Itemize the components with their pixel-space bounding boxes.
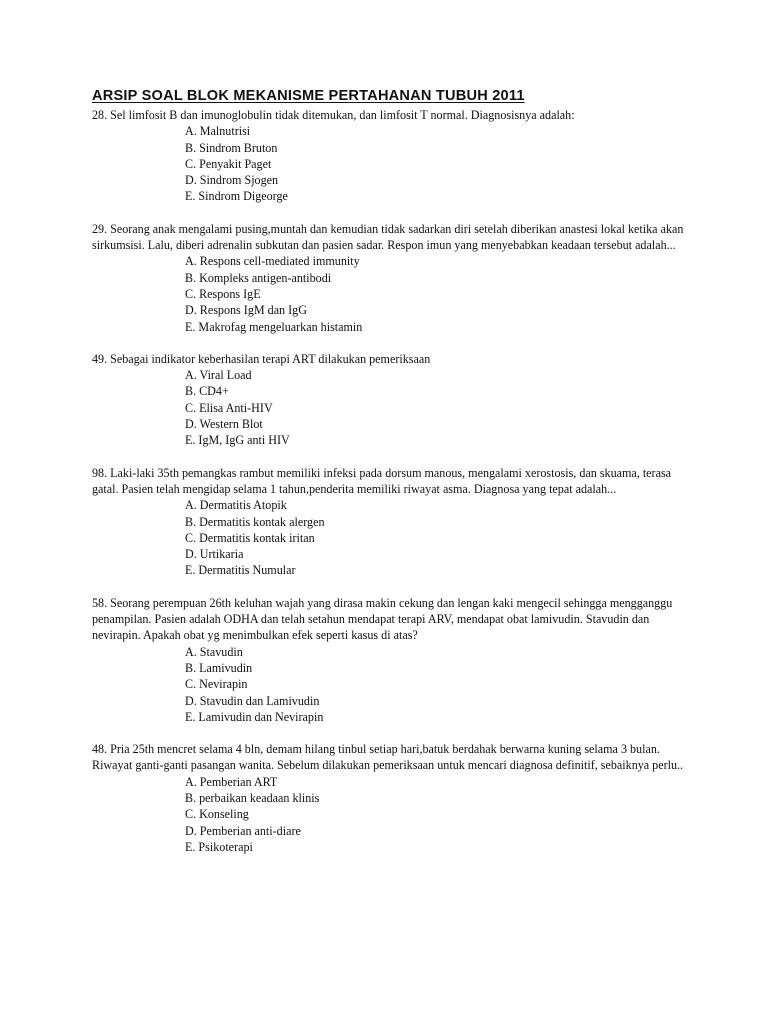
option-d: D. Respons IgM dan IgG xyxy=(185,303,307,318)
option-e: E. Makrofag mengeluarkan histamin xyxy=(185,319,363,334)
option-c: C. Konseling xyxy=(185,807,249,822)
question-text: 28. Sel limfosit B dan imunoglobulin tidak ditemukan, dan limfosit T normal. Diagnosisnya adalah: xyxy=(92,108,575,122)
spacer xyxy=(92,579,692,595)
option-b: B. CD4+ xyxy=(185,384,229,399)
option-e: E. IgM, IgG anti HIV xyxy=(185,433,290,448)
spacer xyxy=(92,725,692,741)
document-page xyxy=(92,86,692,855)
question-text: 29. Seorang anak mengalami pusing,muntah dan kemudian tidak sadarkan diri setelah diberikan anastesi lokal ketika akan sirkumsisi. Lalu, diberi adrenalin subkutan dan pasien sadar. Respon imun yang menyebabkan keadaan tersebut adalah... xyxy=(92,221,684,253)
option-e: E. Dermatitis Numular xyxy=(185,563,296,578)
question-98 xyxy=(92,465,692,579)
question-28 xyxy=(92,107,692,205)
option-d: D. Pemberian anti-diare xyxy=(185,823,301,838)
question-58 xyxy=(92,595,692,725)
answer-options xyxy=(92,644,692,725)
option-c: C. Dermatitis kontak iritan xyxy=(185,530,315,545)
answer-options xyxy=(92,253,692,334)
question-text: 48. Pria 25th mencret selama 4 bln, demam hilang tinbul setiap hari,batuk berdahak berwarna kuning selama 3 bulan. Riwayat ganti-ganti pasangan wanita. Sebelum dilakukan pemeriksaan untuk mencari diagnosa definitif, sebaiknya perlu.. xyxy=(92,742,684,773)
option-b: B. Lamivudin xyxy=(185,660,253,675)
option-a: A. Viral Load xyxy=(185,368,252,383)
option-b: B. Sindrom Bruton xyxy=(185,140,278,155)
option-b: B. perbaikan keadaan klinis xyxy=(185,790,320,805)
option-e: E. Lamivudin dan Nevirapin xyxy=(185,709,324,724)
option-d: D. Urtikaria xyxy=(185,547,244,562)
option-b: B. Dermatitis kontak alergen xyxy=(185,514,325,529)
spacer xyxy=(92,205,692,221)
option-c: C. Penyakit Paget xyxy=(185,156,272,171)
option-c: C. Respons IgE xyxy=(185,286,261,301)
option-c: C. Elisa Anti-HIV xyxy=(185,400,273,415)
option-d: D. Sindrom Sjogen xyxy=(185,173,279,188)
answer-options xyxy=(92,123,692,204)
answer-options xyxy=(92,497,692,578)
option-d: D. Western Blot xyxy=(185,417,263,432)
option-a: A. Respons cell-mediated immunity xyxy=(185,254,360,269)
answer-options xyxy=(92,774,692,855)
spacer xyxy=(92,449,692,465)
question-29 xyxy=(92,221,692,335)
option-a: A. Pemberian ART xyxy=(185,774,278,789)
option-a: A. Stavudin xyxy=(185,644,243,659)
question-48 xyxy=(92,741,692,855)
option-e: E. Psikoterapi xyxy=(185,839,253,854)
question-text: 58. Seorang perempuan 26th keluhan wajah yang dirasa makin cekung dan lengan kaki mengecil sehingga mengganggu penampilan. Pasien adalah ODHA dan telah setahun mendapat terapi ARV, mendapat obat lamivudin. Stavudin dan nevirapin. Apakah obat yg menimbulkan efek seperti kasus di atas? xyxy=(92,595,673,643)
question-text: 98. Laki-laki 35th pemangkas rambut memiliki infeksi pada dorsum manous, mengalami xerostosis, dan skuama, terasa gatal. Pasien telah mengidap selama 1 tahun,penderita memiliki riwayat asma. Diagnosa yang tepat adalah... xyxy=(92,465,672,496)
question-text: 49. Sebagai indikator keberhasilan terapi ART dilakukan pemeriksaan xyxy=(92,351,431,366)
question-49 xyxy=(92,351,692,449)
option-a: A. Dermatitis Atopik xyxy=(185,498,287,513)
option-c: C. Nevirapin xyxy=(185,677,248,692)
option-d: D. Stavudin dan Lamivudin xyxy=(185,693,320,708)
option-e: E. Sindrom Digeorge xyxy=(185,189,288,204)
answer-options xyxy=(92,367,692,448)
option-a: A. Malnutrisi xyxy=(185,124,251,139)
option-b: B. Kompleks antigen-antibodi xyxy=(185,270,332,285)
document-title: ARSIP SOAL BLOK MEKANISME PERTAHANAN TUBUH 2011 xyxy=(92,88,525,104)
spacer xyxy=(92,335,692,351)
